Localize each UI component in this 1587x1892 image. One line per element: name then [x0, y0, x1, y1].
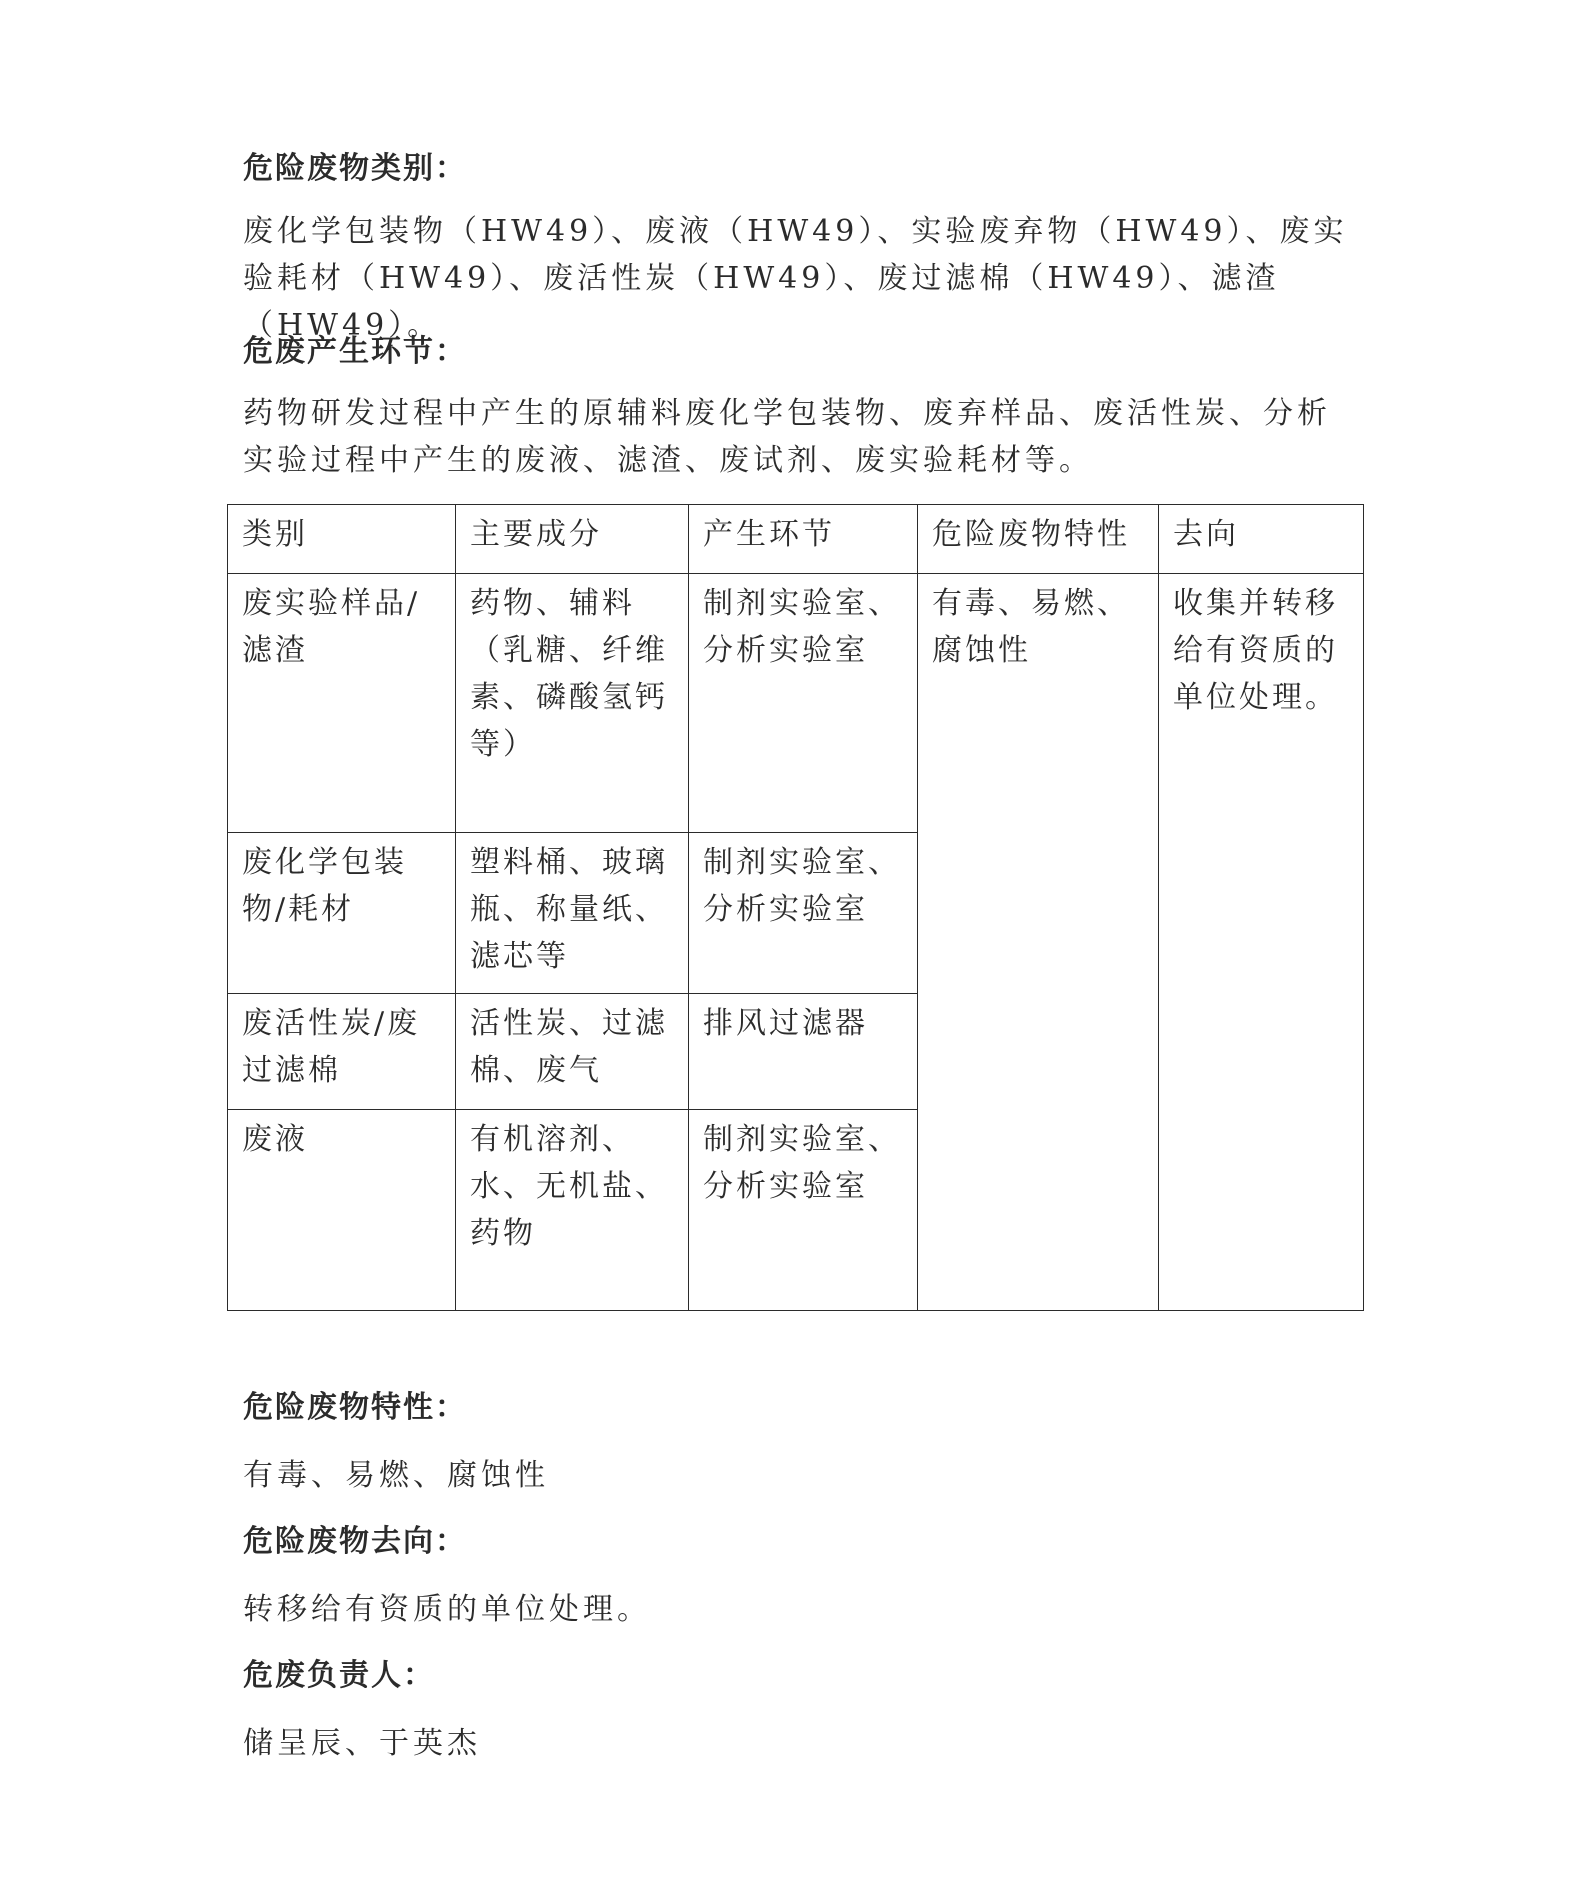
characteristics-heading: 危险废物特性： — [243, 1390, 467, 1425]
cell-stage: 排风过滤器 — [689, 994, 918, 1110]
responsible-text: 储呈辰、于英杰 — [243, 1726, 481, 1761]
cell-category: 废活性炭/废过滤棉 — [228, 994, 456, 1110]
cell-components: 活性炭、过滤棉、废气 — [456, 994, 689, 1110]
header-category: 类别 — [228, 505, 456, 574]
table-header-row — [228, 505, 1364, 574]
generation-text: 药物研发过程中产生的原辅料废化学包装物、废弃样品、废活性炭、分析实验过程中产生的废液、滤渣、废试剂、废实验耗材等。 — [243, 396, 1331, 478]
cell-category: 废实验样品/滤渣 — [228, 574, 456, 833]
cell-stage: 制剂实验室、分析实验室 — [689, 574, 918, 833]
characteristics-text: 有毒、易燃、腐蚀性 — [243, 1458, 549, 1493]
destination-text: 转移给有资质的单位处理。 — [243, 1592, 651, 1627]
cell-components: 药物、辅料（乳糖、纤维素、磷酸氢钙等） — [456, 574, 689, 833]
header-components: 主要成分 — [456, 505, 689, 574]
cell-category: 废化学包装物/耗材 — [228, 833, 456, 994]
cell-characteristic: 有毒、易燃、腐蚀性 — [918, 574, 1159, 1311]
hazardous-waste-table — [227, 504, 1364, 1311]
cell-components: 塑料桶、玻璃瓶、称量纸、滤芯等 — [456, 833, 689, 994]
cell-stage: 制剂实验室、分析实验室 — [689, 1110, 918, 1311]
generation-heading: 危废产生环节： — [243, 334, 467, 369]
cell-stage: 制剂实验室、分析实验室 — [689, 833, 918, 994]
destination-heading: 危险废物去向： — [243, 1524, 467, 1559]
cell-destination: 收集并转移给有资质的单位处理。 — [1159, 574, 1364, 1311]
categories-heading: 危险废物类别： — [243, 151, 467, 186]
header-destination: 去向 — [1159, 505, 1364, 574]
cell-category: 废液 — [228, 1110, 456, 1311]
categories-text: 废化学包装物（HW49）、废液（HW49）、实验废弃物（HW49）、废实验耗材（HW49）、废活性炭（HW49）、废过滤棉（HW49）、滤渣（HW49）。 — [243, 214, 1348, 343]
responsible-heading: 危废负责人： — [243, 1658, 435, 1693]
table-row — [228, 574, 1364, 833]
header-stage: 产生环节 — [689, 505, 918, 574]
cell-components: 有机溶剂、水、无机盐、药物 — [456, 1110, 689, 1311]
header-characteristic: 危险废物特性 — [918, 505, 1159, 574]
